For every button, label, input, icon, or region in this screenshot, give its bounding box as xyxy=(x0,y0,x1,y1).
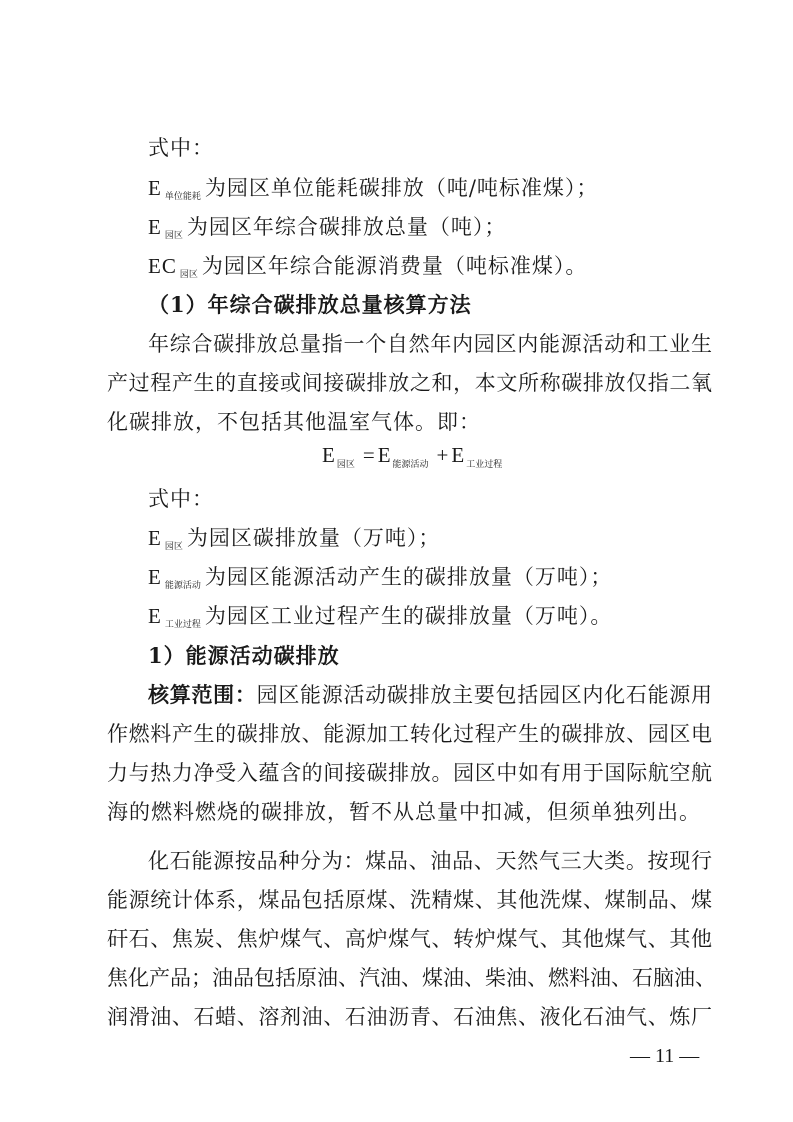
page-number: — 11 — xyxy=(630,1045,700,1067)
definition-text: 为园区单位能耗碳排放（吨/吨标准煤）； xyxy=(204,176,599,200)
definition-e-unit-energy xyxy=(148,173,598,212)
symbol-ec: EC xyxy=(148,254,177,278)
paragraph-2-line-2: 作燃料产生的碳排放、能源加工转化过程产生的碳排放、园区电 xyxy=(107,722,712,746)
formula-plus: + xyxy=(436,443,449,467)
paragraph-1-line-3: 化碳排放，不包括其他温室气体。即： xyxy=(107,410,481,434)
formula-lhs-subscript: 园区 xyxy=(336,459,355,469)
paragraph-2-first: 园区能源活动碳排放主要包括园区内化石能源用 xyxy=(256,683,713,707)
formula-term-2-subscript: 工业过程 xyxy=(466,459,503,469)
paragraph-3-line-4: 焦化产品；油品包括原油、汽油、煤油、柴油、燃料油、石脑油、 xyxy=(107,966,716,990)
definition-e-energy-activity xyxy=(148,562,612,601)
emission-formula xyxy=(322,440,507,479)
formula-equals: = xyxy=(362,443,375,467)
definition-ec-park xyxy=(148,251,587,290)
symbol-e: E xyxy=(148,604,162,628)
formula-term-2: E xyxy=(451,443,465,467)
subscript: 单位能耗 xyxy=(164,192,201,202)
subscript: 能源活动 xyxy=(164,581,201,591)
definition-text: 为园区碳排放量（万吨）； xyxy=(186,526,441,550)
paragraph-2-line-3: 力与热力净受入蕴含的间接碳排放。园区中如有用于国际航空航 xyxy=(107,761,712,785)
definition-e-park xyxy=(148,212,506,251)
paragraph-3-line-2: 能源统计体系，煤品包括原煤、洗精煤、其他洗煤、煤制品、煤 xyxy=(107,888,712,912)
symbol-e: E xyxy=(148,526,162,550)
subscript: 工业过程 xyxy=(164,620,201,630)
paragraph-2-line-1 xyxy=(148,680,712,710)
paragraph-3-line-1: 化石能源按品种分为：煤品、油品、天然气三大类。按现行 xyxy=(148,849,712,873)
definition-e-industrial-process xyxy=(148,601,612,640)
definition-text: 为园区年综合能源消费量（吨标准煤）。 xyxy=(201,254,588,278)
symbol-e: E xyxy=(148,215,162,239)
where-label-2: 式中： xyxy=(148,487,214,511)
definition-text: 为园区能源活动产生的碳排放量（万吨）； xyxy=(204,565,613,589)
symbol-e: E xyxy=(148,565,162,589)
paragraph-3-line-5: 润滑油、石蜡、溶剂油、石油沥青、石油焦、液化石油气、炼厂 xyxy=(107,1005,712,1029)
paragraph-2-line-4: 海的燃料燃烧的碳排放，暂不从总量中扣减，但须单独列出。 xyxy=(107,800,701,824)
subscript: 园区 xyxy=(164,542,183,552)
paragraph-3-line-3: 矸石、焦炭、焦炉煤气、高炉煤气、转炉煤气、其他煤气、其他 xyxy=(107,927,712,951)
definition-text: 为园区年综合碳排放总量（吨）； xyxy=(186,215,507,239)
formula-lhs: E xyxy=(322,443,335,467)
definition-text: 为园区工业过程产生的碳排放量（万吨）。 xyxy=(204,604,613,628)
section-heading-1: （1）年综合碳排放总量核算方法 xyxy=(148,292,472,317)
paragraph-2-lead: 核算范围： xyxy=(148,682,257,707)
paragraph-1-line-1: 年综合碳排放总量指一个自然年内园区内能源活动和工业生 xyxy=(148,332,712,356)
formula-term-1-subscript: 能源活动 xyxy=(392,459,429,469)
symbol-e: E xyxy=(148,176,162,200)
formula-term-1: E xyxy=(377,443,391,467)
paragraph-1-line-2: 产过程产生的直接或间接碳排放之和，本文所称碳排放仅指二氧 xyxy=(107,371,712,395)
definition-e-park-2 xyxy=(148,523,440,562)
section-heading-2: 1）能源活动碳排放 xyxy=(148,643,340,668)
where-label-1: 式中： xyxy=(148,136,214,160)
subscript: 园区 xyxy=(179,270,198,280)
subscript: 园区 xyxy=(164,231,183,241)
